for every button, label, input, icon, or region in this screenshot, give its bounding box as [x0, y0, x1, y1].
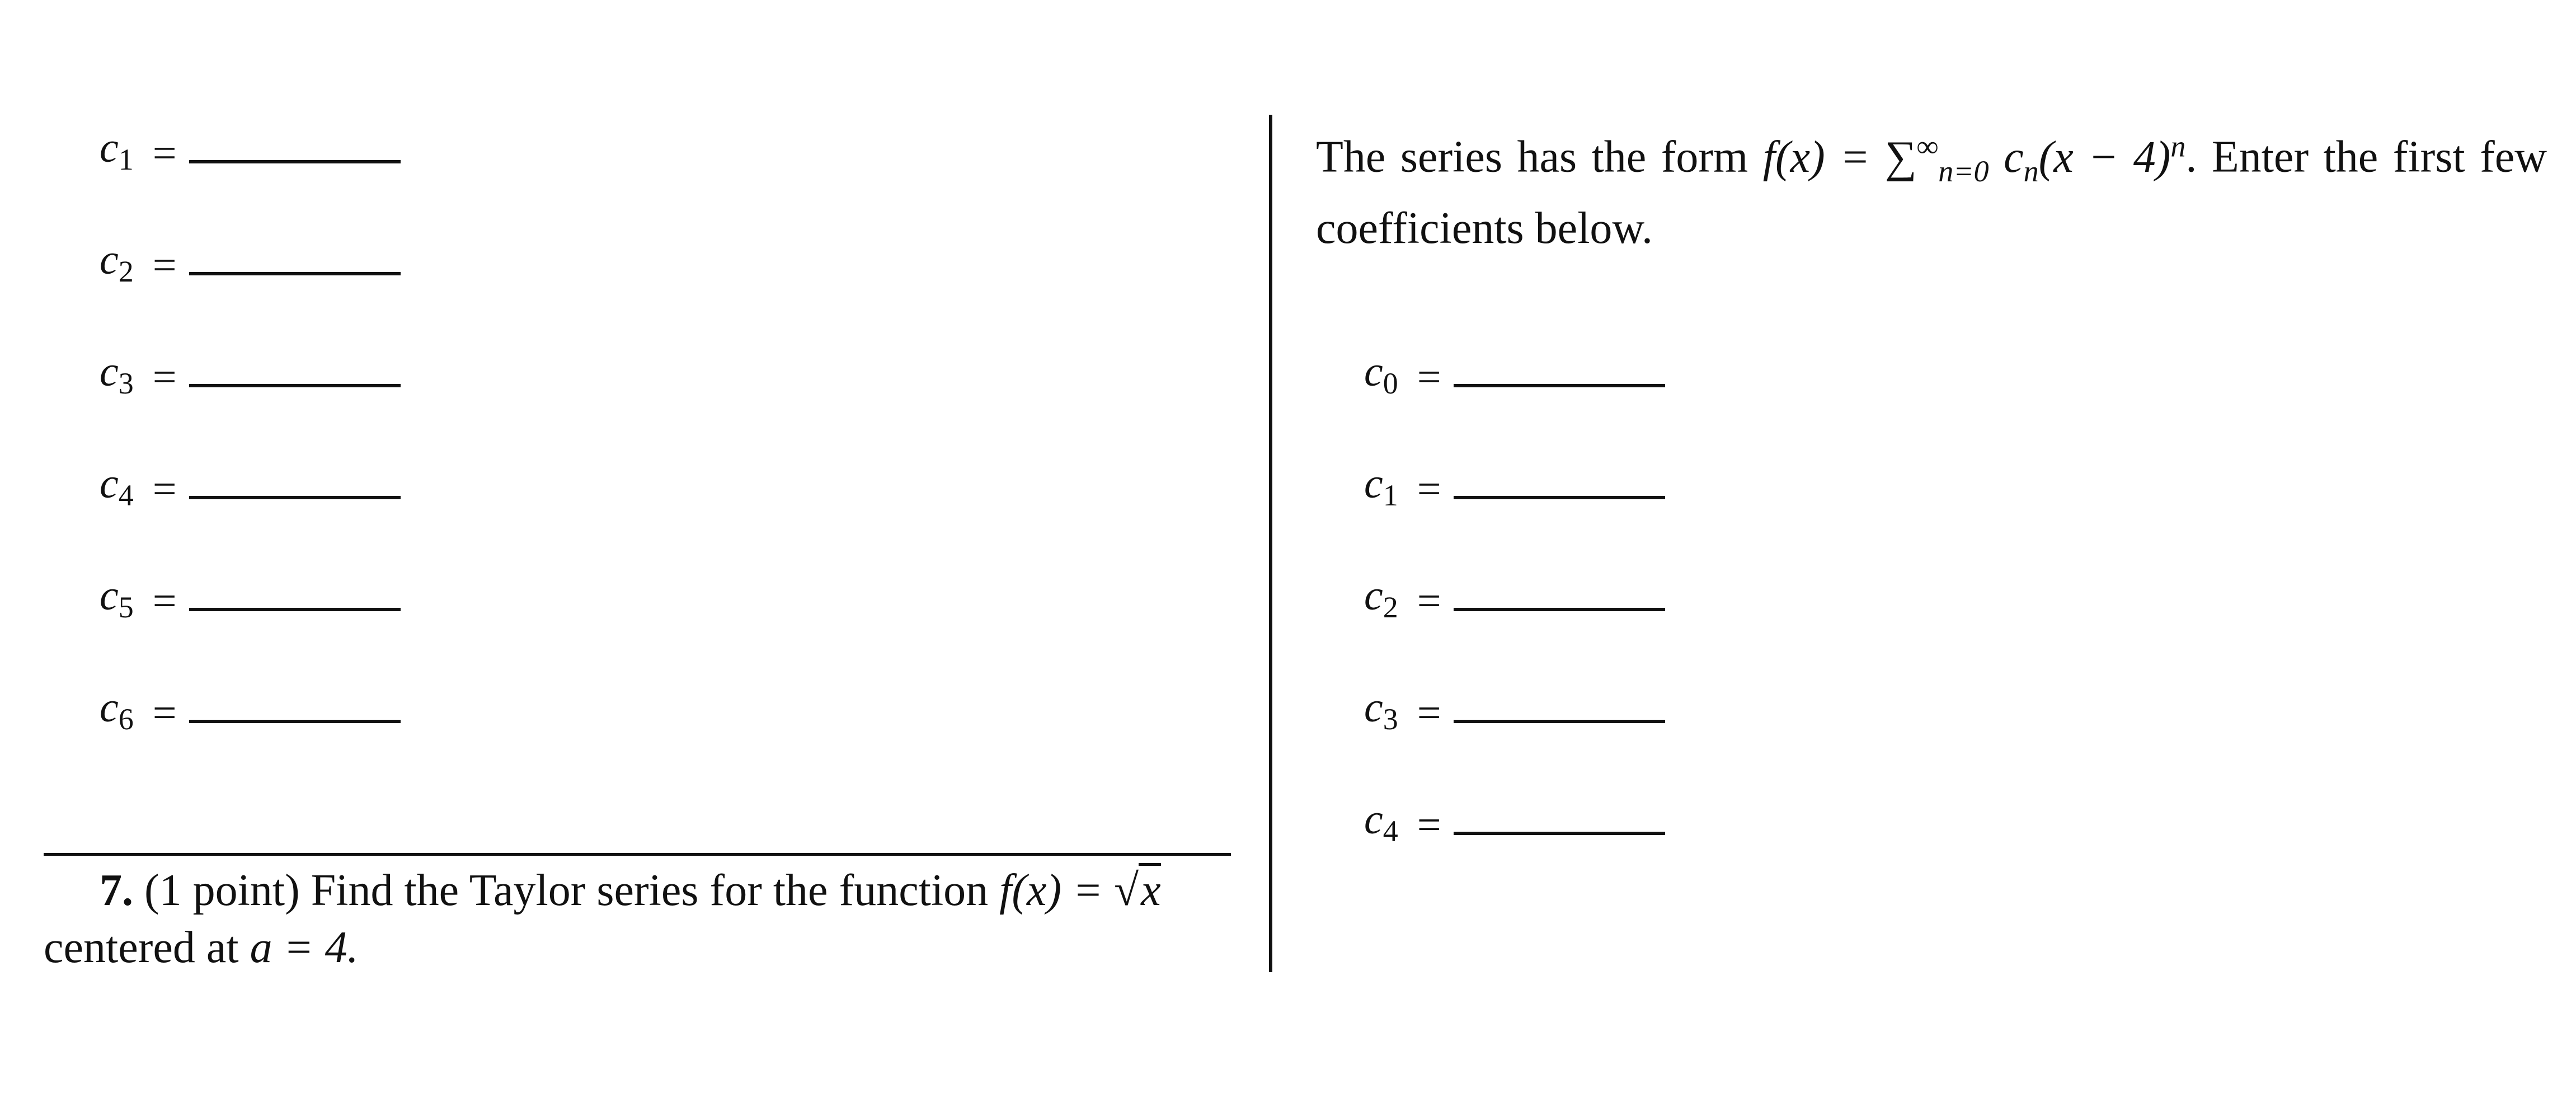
equals-sign: = [152, 578, 177, 625]
coef-label: $c_2$ [1364, 572, 1398, 624]
coef-label: $c_0$ [1364, 348, 1398, 400]
coef-label: $c_3$ [100, 348, 134, 400]
answer-blank-c4[interactable] [189, 465, 401, 499]
answer-blank-c3[interactable] [189, 353, 401, 387]
equals-sign: = [1417, 690, 1441, 737]
column-divider [1269, 115, 1272, 972]
equals-sign: = [152, 130, 177, 177]
intro-text-end: . Enter the first few coefficients below. [1316, 132, 2547, 253]
equals-sign: = [152, 466, 177, 513]
problem-divider [44, 853, 1231, 856]
center-value: a = 4. [250, 923, 359, 972]
answer-blank-right-c0[interactable] [1454, 353, 1665, 387]
function-lhs: f(x) = [999, 866, 1103, 915]
answer-row-c3 [100, 343, 401, 399]
answer-row-c1 [100, 119, 401, 175]
coef-label: $c_6$ [100, 684, 134, 736]
coef-label: $c_1$ [100, 124, 134, 176]
answer-row-right-c3 [1364, 678, 1665, 737]
answer-row-c4 [100, 454, 401, 513]
equals-sign: = [152, 354, 177, 401]
problem-text-line2: centered at [44, 923, 239, 972]
answer-blank-c2[interactable] [189, 241, 401, 275]
right-column [1316, 0, 2547, 1097]
answer-blank-c1[interactable] [189, 129, 401, 163]
equals-sign: = [152, 690, 177, 737]
coef-label: $c_4$ [1364, 796, 1398, 848]
equals-sign: = [152, 242, 177, 289]
equals-sign: = [1417, 354, 1441, 401]
answer-blank-right-c2[interactable] [1454, 576, 1665, 611]
answer-blank-right-c1[interactable] [1454, 465, 1665, 499]
answer-blank-c5[interactable] [189, 576, 401, 611]
answer-row-right-c2 [1364, 566, 1665, 625]
equals-sign: = [1417, 466, 1441, 513]
problem-7-statement [44, 862, 1252, 976]
answer-blank-right-c3[interactable] [1454, 688, 1665, 723]
coef-label: $c_2$ [100, 236, 134, 288]
coef-label: $c_4$ [100, 460, 134, 512]
coef-label: $c_1$ [1364, 460, 1398, 512]
answer-blank-c6[interactable] [189, 688, 401, 723]
coef-label: $c_3$ [1364, 684, 1398, 736]
equals-sign: = [1417, 801, 1441, 848]
problem-number: 7. [100, 866, 133, 915]
coef-label: $c_5$ [100, 572, 134, 624]
answer-row-right-c4 [1364, 790, 1665, 846]
equals-sign: = [1417, 578, 1441, 625]
answer-row-right-c0 [1364, 343, 1665, 399]
answer-row-c2 [100, 231, 401, 287]
answer-row-c6 [100, 678, 401, 737]
answer-row-right-c1 [1364, 454, 1665, 513]
intro-text: The series has the form [1316, 132, 1748, 182]
problem-text: (1 point) Find the Taylor series for the function [144, 866, 989, 915]
sqrt-symbol: √x [1114, 863, 1160, 915]
answer-blank-right-c4[interactable] [1454, 800, 1665, 835]
series-instructions [1316, 118, 2547, 257]
answer-row-c5 [100, 566, 401, 625]
series-formula: $f(x) = \sum^\infty_{n=0}$ $c_n(x - 4)^n$ [1762, 129, 2186, 188]
